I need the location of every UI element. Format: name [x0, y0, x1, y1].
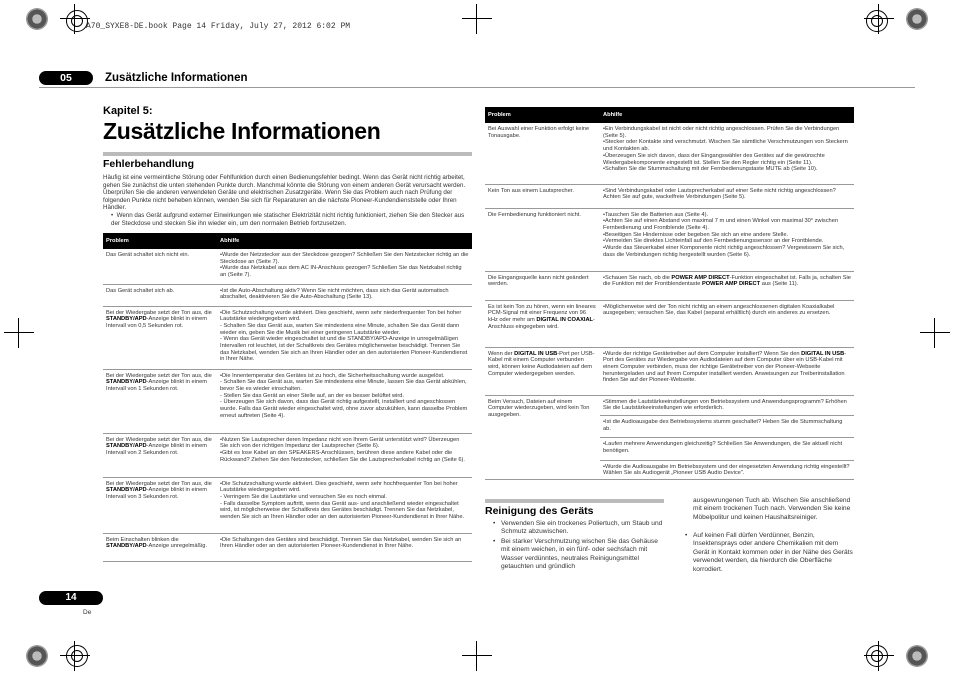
remedy-cell: •Die Schutzschaltung wurde aktiviert. Dies geschieht, wenn sehr hochfrequenter Ton bei hoher Lautstärke wiedergegeben wird. - Verringern Sie die Lautstärke und versuchen Sie es noch einmal. - Falls dasselbe Symptom auftritt, wenn das Gerät aus- und anschließend wieder eingeschaltet wird, ist möglicherweise der Schaltkreis des Gerätes beschädigt. Trennen Sie das Netzkabel, wenden Sie sich an Ihren Händler oder an den autorisierten Pioneer-Kundendienst in Ihrer Nähe.	[217, 477, 472, 533]
remedy-cell	[600, 395, 854, 480]
problem-cell: Die Fernbedienung funktioniert nicht.	[485, 208, 600, 271]
remedy-cell: •Sind Verbindungskabel oder Lautsprecherkabel auf einer Seite nicht richtig angeschlossen? Achten Sie auf gute, wackelfreie Verbindungen (Seite 5).	[600, 184, 854, 208]
chapter-bar	[39, 71, 915, 85]
problem-cell: Es ist kein Ton zu hören, wenn ein lineares PCM-Signal mit einer Frequenz von 96 kHz oder mehr am DIGITAL IN COAXIAL-Anschluss eingegeben wird.	[485, 300, 600, 347]
language-code: De	[83, 609, 92, 616]
bullet-text: Wenn das Gerät aufgrund externer Einwirkungen wie statischer Elektrizität nicht richtig funktioniert, ziehen Sie den Stecker aus der Steckdose und stecken Sie ihn wieder ein, um den normalen Betrieb fortzusetzen.	[111, 212, 465, 227]
remedy-cell: •Tauschen Sie die Batterien aus (Seite 4). •Achten Sie auf einen Abstand von maximal 7 m und einen Winkel von maximal 30° zwischen Fernbedienung und Frontblende (Seite 4). •Beseitigen Sie Hindernisse oder begeben Sie sich an eine andere Stelle. •Vermeiden Sie direktes Lichteinfall auf den Fernbedienungssensor an der Frontblende. •Wurde das Steuerkabel einer Komponente nicht richtig angeschlossen? Vergewissern Sie sich, dass die Verbindungen richtig hergestellt wurden (Seite 6).	[600, 208, 854, 271]
problem-cell: Bei der Wiedergabe setzt der Ton aus, die STANDBY/APD-Anzeige blinkt in einem Intervall von 2 Sekunden rot.	[103, 433, 217, 477]
column-header-remedy: Abhilfe	[600, 107, 854, 123]
remedy-item: •Stimmen die Lautstärkeeinstellungen von Betriebssystem und Anwendungsprogramm? Erhöhen Sie die Lautstärkeeinstellungen wie erforderlich.	[600, 396, 854, 416]
problem-cell: Beim Versuch, Dateien auf einem Computer wiederzugeben, wird kein Ton ausgegeben.	[485, 395, 600, 480]
table-row	[485, 123, 854, 184]
remedy-cell: •Ein Verbindungskabel ist nicht oder nicht richtig angeschlossen. Prüfen Sie die Verbindungen (Seite 5). •Stecker oder Kontakte sind verschmutzt. Wischen Sie sämtliche Verschmutzungen von Steckern und Kontakten ab. •Überzeugen Sie sich davon, dass der Eingangswähler des Gerätes auf die gewünschte Wiedergabekomponente eingestellt ist. Stellen Sie den Regler richtig ein (Seite 11). •Schalten Sie die Stummschaltung mit der Fernbedienungstaste MUTE ab (Seite 10).	[600, 123, 854, 184]
problem-cell: Das Gerät schaltet sich ab.	[103, 284, 217, 306]
remedy-cell: •Ist die Auto-Abschaltung aktiv? Wenn Sie nicht möchten, dass sich das Gerät automatisch abschaltet, deaktivieren Sie die Auto-Abschaltung (Seite 13).	[217, 284, 472, 306]
chapter-title: Zusätzliche Informationen	[105, 72, 248, 84]
registration-mark	[26, 8, 48, 30]
registration-target	[866, 10, 888, 32]
column-header-problem: Problem	[485, 107, 600, 123]
problem-cell: Bei der Wiedergabe setzt der Ton aus, die STANDBY/APD-Anzeige blinkt in einem Intervall von 1 Sekunden rot.	[103, 369, 217, 433]
troubleshooting-table-right	[485, 107, 854, 480]
crop-mark	[462, 641, 492, 671]
table-row	[485, 395, 854, 480]
page-title: Zusätzliche Informationen	[103, 118, 381, 144]
registration-mark	[906, 645, 928, 667]
file-header: A70_SYXE8-DE.book Page 14 Friday, July 27, 2012 6:02 PM	[86, 22, 351, 31]
divider	[39, 87, 915, 88]
table-row	[103, 477, 472, 533]
bullet-text: Bei starker Verschmutzung wischen Sie das Gehäuse mit einem weichen, in ein fünf- oder sechsfach mit Wasser verdünntes, neutrales Reinigungsmittel getauchten und gründlich	[501, 537, 658, 571]
bullet-text: Auf keinen Fall dürfen Verdünner, Benzin, Insektensprays oder andere Chemikalien mit dem Gerät in Kontakt kommen oder in der Nähe des Geräts verwendet werden, da hierdurch die Oberfläche korrodiert.	[693, 532, 853, 573]
problem-cell: Bei Auswahl einer Funktion erfolgt keine Tonausgabe.	[485, 123, 600, 184]
table-row	[485, 271, 854, 300]
section-bar	[103, 152, 472, 156]
table-row	[103, 249, 472, 284]
table-row	[485, 184, 854, 208]
intro-paragraph: Häufig ist eine vermeintliche Störung oder Fehlfunktion durch einen Bedienungsfehler bedingt. Wenn das Gerät nicht richtig arbeitet, gehen Sie zunächst die unten stehenden Punkte durch. Manchmal könnte die Störung von einem anderen Gerät verursacht werden. Überprüfen Sie die anderen verwendeten Geräte und elektrischen Zusatzgeräte. Wenn Sie das Problem auch nach Prüfung der folgenden Punkte nicht beheben können, wenden Sie sich für Reparaturen an die nächste Pioneer-Kundendienststelle oder Ihren Händler.	[103, 174, 466, 212]
problem-cell: Die Eingangsquelle kann nicht geändert werden.	[485, 271, 600, 300]
problem-cell: Bei der Wiedergabe setzt der Ton aus, die STANDBY/APD-Anzeige blinkt in einem Intervall von 3 Sekunden rot.	[103, 477, 217, 533]
bullet-item: • Auf keinen Fall dürfen Verdünner, Benzin, Insektensprays oder andere Chemikalien mit dem Gerät in Kontakt kommen oder in der Nähe des Geräts verwendet werden, da hierdurch die Oberfläche korrodiert.	[685, 532, 853, 573]
crop-mark	[920, 318, 950, 348]
remedy-item: •Ist die Audioausgabe des Betriebssystems stumm geschaltet? Heben Sie die Stummschaltung ab.	[600, 416, 854, 438]
problem-cell: Das Gerät schaltet sich nicht ein.	[103, 249, 217, 284]
bullet-item: • Wenn das Gerät aufgrund externer Einwirkungen wie statischer Elektrizität nicht richtig funktioniert, ziehen Sie den Stecker aus der Steckdose und stecken Sie ihn wieder ein, um den normalen Betrieb fortzusetzen.	[111, 212, 465, 227]
table-row	[103, 433, 472, 477]
problem-cell: Bei der Wiedergabe setzt der Ton aus, die STANDBY/APD-Anzeige blinkt in einem Intervall von 0,5 Sekunden rot.	[103, 306, 217, 369]
crop-mark	[4, 318, 34, 348]
chapter-number: 05	[39, 71, 93, 85]
remedy-cell: •Die Schaltungen des Gerätes sind beschädigt. Trennen Sie das Netzkabel, wenden Sie sich an Ihren Händler oder an den autorisierten Pioneer-Kundendienst in Ihrer Nähe.	[217, 533, 472, 561]
table-row	[103, 284, 472, 306]
table-header-row	[103, 233, 472, 249]
problem-cell: Wenn der DIGITAL IN USB-Port per USB-Kabel mit einem Computer verbunden wird, können keine Audiodateien auf dem Computer wiedergegeben werden.	[485, 347, 600, 395]
bullet-item: • Verwenden Sie ein trockenes Poliertuch, um Staub und Schmutz abzuwischen. • Bei starker Verschmutzung wischen Sie das Gehäuse mit einem weichen, in ein fünf- oder sechsfach mit Wasser verdünntes, neutrales Reinigungsmittel getauchten und gründlich	[493, 520, 663, 571]
problem-cell: Kein Ton aus einem Lautsprecher.	[485, 184, 600, 208]
section-heading: Fehlerbehandlung	[103, 158, 195, 170]
table-row	[485, 208, 854, 271]
registration-mark	[906, 8, 928, 30]
table-row	[103, 369, 472, 433]
registration-target	[866, 645, 888, 667]
page-number: 14	[39, 591, 103, 605]
remedy-cell: •Wurde der richtige Gerätetreiber auf dem Computer installiert? Wenn Sie den DIGITAL IN USB-Port des Gerätes zur Wiedergabe von Audiodateien auf dem Computer über ein USB-Kabel mit einem Computer verbinden, muss der richtige Gerätetreiber von der Pioneer-Webseite heruntergeladen und auf Ihrem Computer installiert werden. Anweisungen zur Treiberinstallation finden Sie auf der Pioneer-Webseite.	[600, 347, 854, 395]
remedy-cell: •Die Schutzschaltung wurde aktiviert. Dies geschieht, wenn sehr niederfrequenter Ton bei hoher Lautstärke wiedergegeben wird. - Schalten Sie das Gerät aus, warten Sie mindestens eine Minute, schalten Sie das Gerät dann wieder ein, geben Sie die Musik bei einer geringeren Lautstärke wieder. - Wenn das Gerät wieder eingeschaltet ist und die STANDBY/APD-Anzeige in unregelmäßigen Intervallen rot leuchtet, ist der Schaltkreis des Gerätes möglicherweise beschädigt. Trennen Sie das Netzkabel, wenden Sie sich an Ihren Händler oder an den autorisierten Pioneer-Kundendienst in Ihrer Nähe.	[217, 306, 472, 369]
remedy-cell: •Nutzen Sie Lautsprecher deren Impedanz nicht von Ihrem Gerät unterstützt wird? Überzeugen Sie sich von der richtigen Impedanz der Lautsprecher (Seite 6). •Gibt es lose Kabel an den SPEAKERS-Anschlüssen, berühren diese andere Kabel oder die Rückwand? Ziehen Sie den Netzstecker, schließen Sie die Lautsprecherkabel richtig an (Seite 6).	[217, 433, 472, 477]
registration-target	[66, 645, 88, 667]
column-header-remedy: Abhilfe	[217, 233, 472, 249]
table-header-row	[485, 107, 854, 123]
problem-cell: Beim Einschalten blinken die STANDBY/APD-Anzeige unregelmäßig.	[103, 533, 217, 561]
table-row	[103, 306, 472, 369]
remedy-cell: •Wurde der Netzstecker aus der Steckdose gezogen? Schließen Sie den Netzstecker richtig an die Steckdose an (Seite 7). •Wurde das Netzkabel aus dem AC IN-Anschluss gezogen? Schließen Sie das Netzkabel richtig an (Seite 7).	[217, 249, 472, 284]
continued-text: ausgewrungenen Tuch ab. Wischen Sie anschließend mit einem trockenen Tuch nach. Verwenden Sie keine Möbelpolitur und keinen Haushaltsreiniger.	[693, 497, 851, 521]
remedy-cell: •Die Innentemperatur des Gerätes ist zu hoch, die Sicherheitsschaltung wurde ausgelöst. - Schalten Sie das Gerät aus, warten Sie mindestens eine Minute, lassen Sie das Gerät abkühlen, bevor Sie es wieder einschalten. - Stellen Sie das Gerät an einer Stelle auf, an der es besser belüftet wird. - Überzeugen Sie sich davon, dass das Gerät richtig aufgestellt, installiert und angeschlossen wurde. Falls das Gerät wieder eingeschaltet wird, ohne zuvor abzukühlen, kann dasselbe Problem erneut auftreten (Seite 4).	[217, 369, 472, 433]
troubleshooting-table-left	[103, 233, 472, 562]
bullet-text: Verwenden Sie ein trockenes Poliertuch, um Staub und Schmutz abzuwischen.	[501, 520, 663, 536]
section-heading: Reinigung des Geräts	[485, 505, 594, 517]
table-row	[485, 347, 854, 395]
table-row	[103, 533, 472, 561]
remedy-cell: •Möglicherweise wird der Ton nicht richtig an einem angeschlossenen digitalen Koaxialkabel ausgegeben; versuchen Sie, das Kabel (separat erhältlich) durch ein anderes zu ersetzen.	[600, 300, 854, 347]
column-header-problem: Problem	[103, 233, 217, 249]
remedy-item: •Laufen mehrere Anwendungen gleichzeitig? Schließen Sie Anwendungen, die Sie aktuell nicht benötigen.	[600, 438, 854, 460]
chapter-label: Kapitel 5:	[103, 105, 153, 117]
registration-mark	[26, 645, 48, 667]
remedy-item: •Wurde die Audioausgabe im Betriebssystem und der eingesetzten Anwendung richtig eingestellt? Wählen Sie als Audiogerät „Pioneer USB Audio Device".	[603, 463, 850, 477]
registration-target	[66, 10, 88, 32]
remedy-cell: •Schauen Sie nach, ob die POWER AMP DIRECT-Funktion eingeschaltet ist. Falls ja, schalten Sie die Funktion mit der Frontblendentaste POWER AMP DIRECT aus (Seite 11).	[600, 271, 854, 300]
table-row	[485, 300, 854, 347]
section-bar	[485, 499, 664, 503]
crop-mark	[462, 4, 492, 34]
